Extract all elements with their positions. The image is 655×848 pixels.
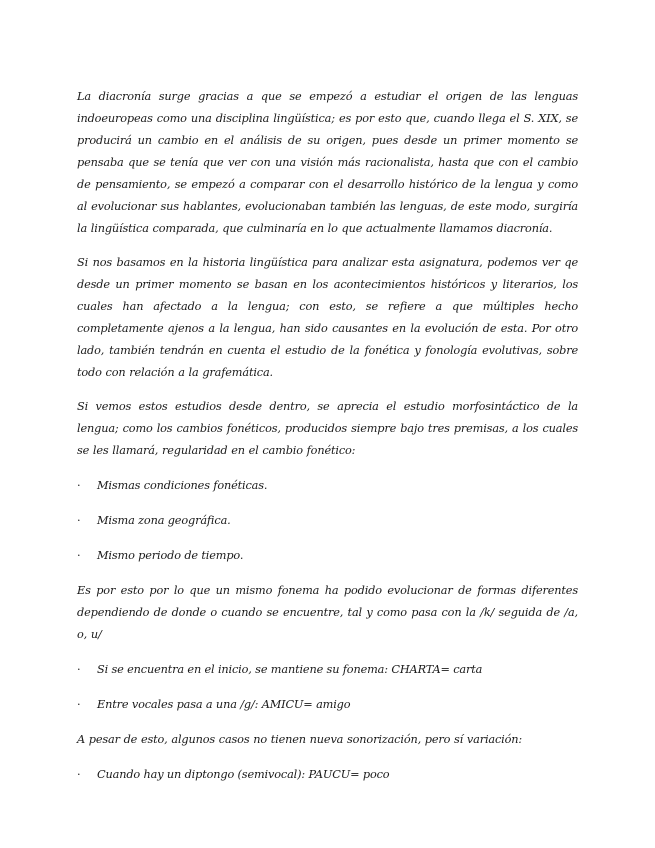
list-item-text: Mismo periodo de tiempo. [97,549,244,562]
list-item [77,510,578,532]
paragraph-diacronia: La diacronía surge gracias a que se empezó a estudiar el origen de las lenguas indoeuropeas como una disciplina lingüística; es por esto que, cuando llega el S. XIX, se producirá un cambio en el análisis de su origen, pues desde un primer momento se pensaba que se tenía que ver con una visión más racionalista, hasta que con el cambio de pensamiento, se empezó a comparar con el desarrollo histórico de la lengua y como al evolucionar sus hablantes, evolucionaban también las lenguas, de este modo, surgiría la lingüística comparada, que culminaría en lo que actualmente llamamos diacronía. [77,90,578,235]
list-item [77,475,578,497]
list-item-text: Entre vocales pasa a una /g/: AMICU= amigo [97,698,351,711]
list-item-text: Si se encuentra en el inicio, se mantiene su fonema: CHARTA= carta [97,663,483,676]
paragraph-historia-linguistica: Si nos basamos en la historia lingüística para analizar esta asignatura, podemos ver qe desde un primer momento se basan en los acontecimientos históricos y literarios, los cuales han afectado a la lengua; con esto, se refiere a que múltiples hecho completamente ajenos a la lengua, han sido causantes en la evolución de esta. Por otro lado, también tendrán en cuenta el estudio de la fonética y fonología evolutivas, sobre todo con relación a la grafemática. [77,256,578,379]
list-item-text: Mismas condiciones fonéticas. [97,479,268,492]
list-item [77,764,578,786]
list-ejemplos-k [77,659,578,716]
bullet-icon: · [77,663,81,676]
document-page [77,86,578,786]
list-item-text: Cuando hay un diptongo (semivocal): PAUCU= poco [97,768,390,781]
list-variacion [77,764,578,786]
list-item-text: Misma zona geográfica. [97,514,231,527]
bullet-icon: · [77,698,81,711]
list-item [77,545,578,567]
paragraph-estudios-desde-dentro: Si vemos estos estudios desde dentro, se aprecia el estudio morfosintáctico de la lengua; como los cambios fonéticos, producidos siempre bajo tres premisas, a los cuales se les llamará, regularidad en el cambio fonético: [77,400,578,457]
paragraph-a-pesar-de-esto: A pesar de esto, algunos casos no tienen nueva sonorización, pero sí variación: [77,733,523,746]
bullet-icon: · [77,514,81,527]
list-item [77,659,578,681]
bullet-icon: · [77,479,81,492]
list-premisas [77,475,578,567]
bullet-icon: · [77,549,81,562]
list-item [77,694,578,716]
paragraph-mismo-fonema: Es por esto por lo que un mismo fonema ha podido evolucionar de formas diferentes dependiendo de donde o cuando se encuentre, tal y como pasa con la /k/ seguida de /a, o, u/ [77,584,578,641]
bullet-icon: · [77,768,81,781]
